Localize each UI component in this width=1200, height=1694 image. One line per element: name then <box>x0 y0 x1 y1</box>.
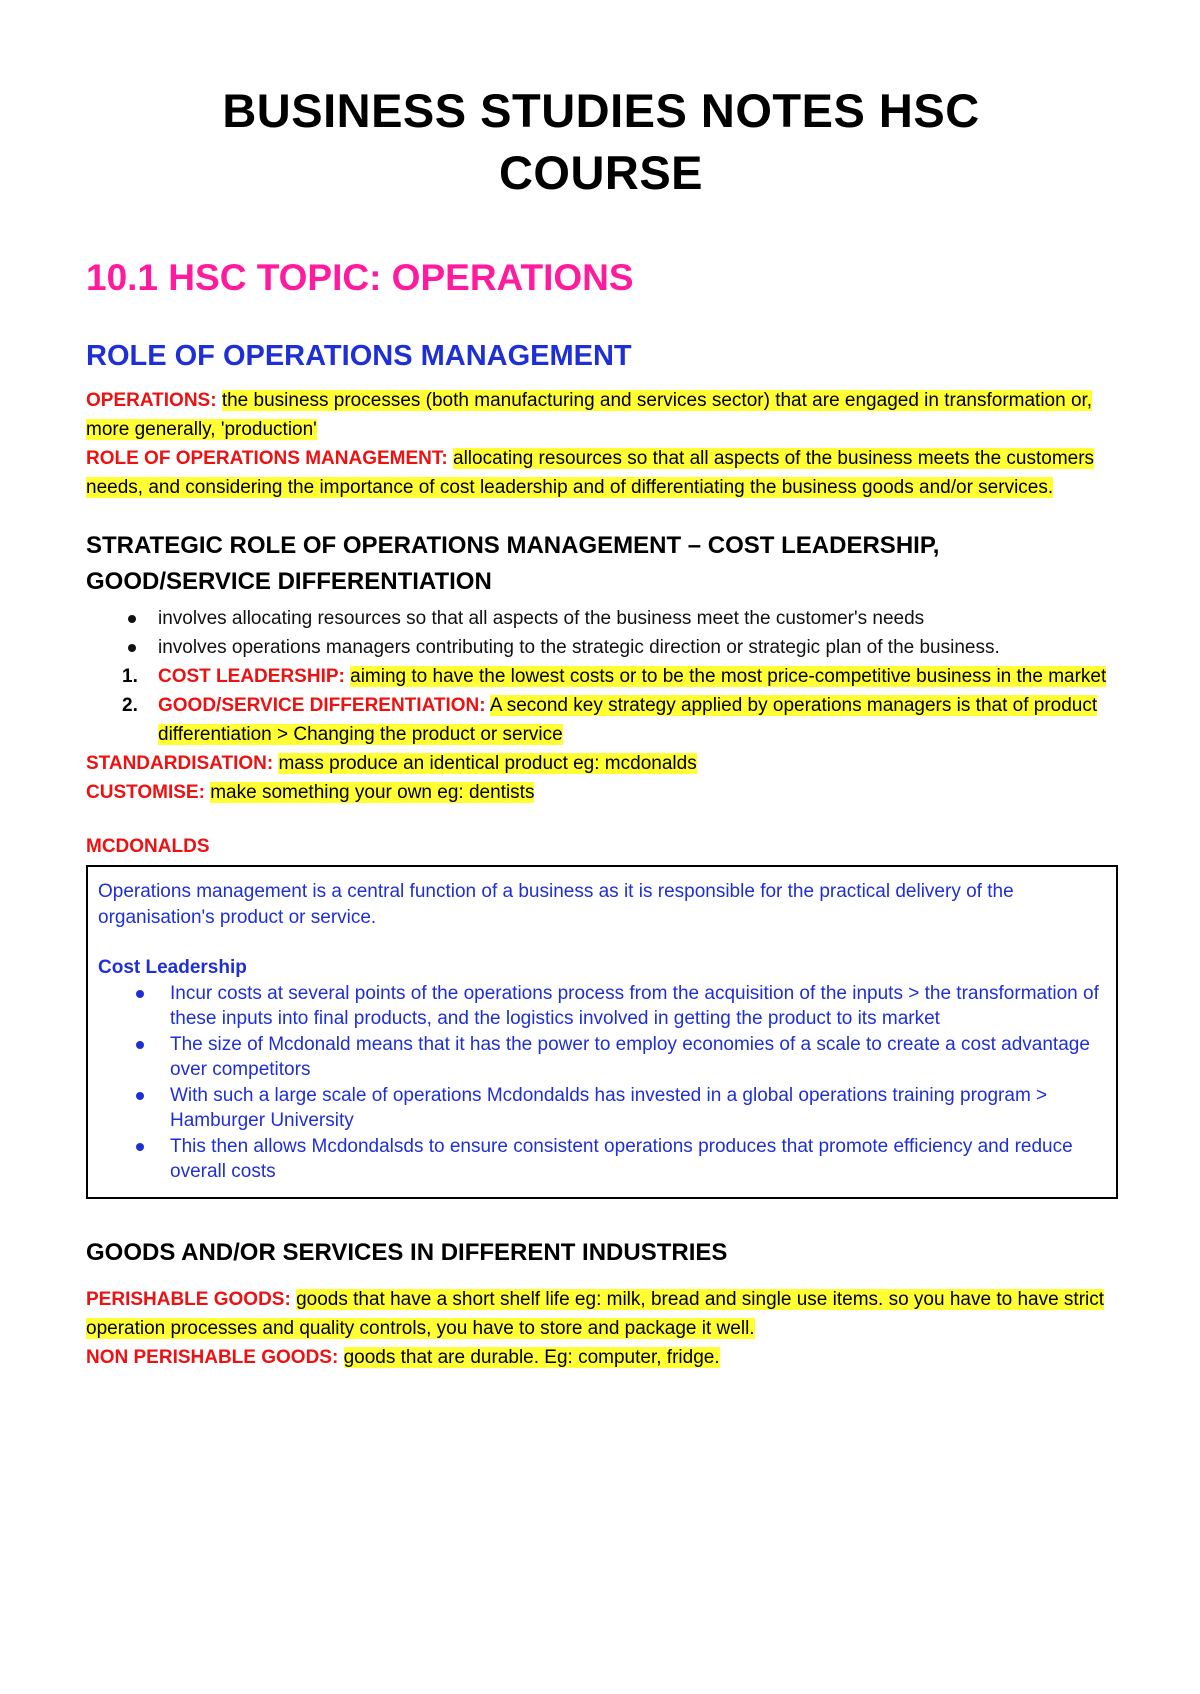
standardisation-term: STANDARDISATION: <box>86 753 274 774</box>
list-item <box>158 604 1116 633</box>
non-perishable-text: goods that are durable. Eg: computer, fridge. <box>343 1347 720 1368</box>
strategic-heading-line2: GOOD/SERVICE DIFFERENTIATION <box>86 568 492 595</box>
bullet-icon <box>128 615 136 623</box>
strategy-numbered-list <box>86 662 1116 749</box>
mcdonalds-bullet-list <box>98 981 1106 1184</box>
list-item <box>122 691 1116 749</box>
role-text: allocating resources so that all aspects of the business meets the customers needs, and considering the importance of cost leadership and of differentiating the business goods and/or services. <box>86 448 1095 498</box>
cost-leadership-text: aiming to have the lowest costs or to be the most price-competitive business in the market <box>350 666 1107 687</box>
list-item <box>170 1134 1106 1184</box>
mcdonalds-intro: Operations management is a central function of a business as it is responsible for the practical delivery of the organisation's product or service. <box>98 881 1014 928</box>
goods-definitions <box>86 1285 1116 1372</box>
standardisation-text: mass produce an identical product eg: mcdonalds <box>278 753 697 774</box>
differentiation-text: A second key strategy applied by operations managers is that of product differentiation > Changing the product or service <box>158 695 1098 745</box>
list-item <box>170 981 1106 1031</box>
role-heading: ROLE OF OPERATIONS MANAGEMENT <box>86 340 632 372</box>
bullet-text: With such a large scale of operations Mcdondalds has invested in a global operations training program > Hamburger University <box>170 1085 1048 1131</box>
perishable-text: goods that have a short shelf life eg: milk, bread and single use items. so you have to have strict operation processes and quality controls, you have to store and package it well. <box>86 1289 1105 1339</box>
goods-heading: GOODS AND/OR SERVICES IN DIFFERENT INDUSTRIES <box>86 1239 728 1266</box>
role-term: ROLE OF OPERATIONS MANAGEMENT: <box>86 448 448 469</box>
bullet-text: involves operations managers contributing to the strategic direction or strategic plan of the business. <box>158 637 1000 658</box>
mcdonalds-case-box <box>86 865 1118 1199</box>
strategic-heading-line1: STRATEGIC ROLE OF OPERATIONS MANAGEMENT – COST LEADERSHIP, <box>86 532 940 559</box>
perishable-term: PERISHABLE GOODS: <box>86 1289 291 1310</box>
bullet-text: This then allows Mcdondalsds to ensure consistent operations produces that promote efficiency and reduce overall costs <box>170 1136 1073 1182</box>
bullet-icon <box>136 1092 144 1100</box>
list-item <box>170 1083 1106 1133</box>
cost-leadership-subheading: Cost Leadership <box>98 957 247 978</box>
bullet-text: involves allocating resources so that all aspects of the business meet the customer's needs <box>158 608 925 629</box>
topic-heading: 10.1 HSC TOPIC: OPERATIONS <box>86 257 634 298</box>
customise-text: make something your own eg: dentists <box>210 782 535 803</box>
document-title <box>86 80 1116 204</box>
strategic-heading <box>86 528 1116 600</box>
document-title-line1: BUSINESS STUDIES NOTES HSC <box>222 84 980 137</box>
document-title-line2: COURSE <box>498 146 704 199</box>
operations-definition <box>86 386 1116 444</box>
definitions-block <box>86 386 1116 502</box>
strategic-bullet-list <box>86 604 1116 662</box>
operations-text: the business processes (both manufacturing and services sector) that are engaged in transformation or, more generally, 'production' <box>86 390 1093 440</box>
bullet-text: The size of Mcdonald means that it has the power to employ economies of a scale to create a cost advantage over competitors <box>170 1034 1090 1080</box>
cost-leadership-term: COST LEADERSHIP: <box>158 666 345 687</box>
list-item <box>170 1032 1106 1082</box>
customise-definition <box>86 778 1116 807</box>
bullet-icon <box>136 990 144 998</box>
non-perishable-definition <box>86 1343 1116 1372</box>
standardisation-definition <box>86 749 1116 778</box>
bullet-icon <box>136 1143 144 1151</box>
list-item <box>122 662 1116 691</box>
list-number: 2. <box>122 695 138 716</box>
differentiation-term: GOOD/SERVICE DIFFERENTIATION: <box>158 695 486 716</box>
customise-term: CUSTOMISE: <box>86 782 205 803</box>
perishable-definition <box>86 1285 1116 1343</box>
role-definition <box>86 444 1116 502</box>
bullet-icon <box>128 644 136 652</box>
strategic-section <box>86 528 1116 807</box>
bullet-text: Incur costs at several points of the operations process from the acquisition of the inputs > the transformation of these inputs into final products, and the logistics involved in getting the product to its market <box>170 983 1099 1029</box>
document-content <box>86 80 1116 1372</box>
bullet-icon <box>136 1041 144 1049</box>
list-item <box>158 633 1116 662</box>
non-perishable-term: NON PERISHABLE GOODS: <box>86 1347 339 1368</box>
operations-term: OPERATIONS: <box>86 390 217 411</box>
mcdonalds-heading: MCDONALDS <box>86 836 210 857</box>
list-number: 1. <box>122 666 138 687</box>
